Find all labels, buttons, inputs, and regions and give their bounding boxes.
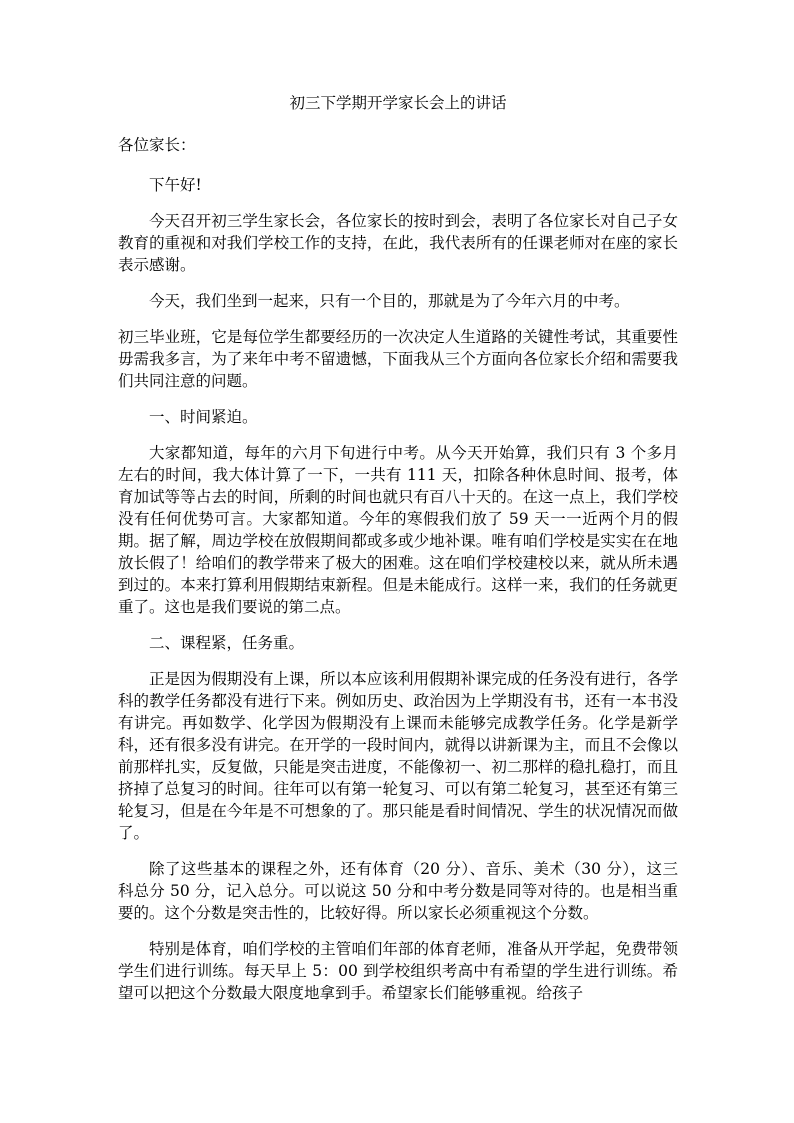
paragraph-purpose: 今天，我们坐到一起来，只有一个目的，那就是为了今年六月的中考。	[149, 292, 630, 310]
salutation: 各位家长：	[118, 136, 196, 154]
paragraph-courses: 正是因为假期没有上课，所以本应该利用假期补课完成的任务没有进行，各学科的教学任务都没有进行下来。例如历史、政治因为上学期没有书，还有一本书没有讲完。再如数学、化学因为假期没有上课而未能够完成教学任务。化学是新学科，还有很多没有讲完。在开学的一段时间内，就得以讲新课为主，而且不会像以前那样扎实，反复做，只能是突击进度，不能像初一、初二那样的稳扎稳打，而且挤掉了总复习的时间。往年可以有第一轮复习、可以有第二轮复习，甚至还有第三轮复习，但是在今年是不可想象的了。那只能是看时间情况、学生的状况情况而做了。	[118, 670, 678, 842]
section-heading-1: 一、时间紧迫。	[149, 408, 258, 426]
paragraph-importance: 初三毕业班，它是每位学生都要经历的一次决定人生道路的关键性考试，其重要性毋需我多言，为了来年中考不留遗憾，下面我从三个方面向各位家长介绍和需要我们共同注意的问题。	[118, 328, 678, 390]
document-page	[118, 88, 678, 1018]
paragraph-pe: 特别是体育，咱们学校的主管咱们年部的体育老师，准备从开学起，免费带领学生们进行训练。每天早上 5：00 到学校组织考高中有希望的学生进行训练。希望可以把这个分数最大限度地拿到手。希望家长们能够重视。给孩子	[118, 940, 678, 1002]
section-heading-2: 二、课程紧，任务重。	[149, 634, 305, 652]
paragraph-greeting: 下午好!	[149, 176, 202, 194]
paragraph-thanks: 今天召开初三学生家长会，各位家长的按时到会，表明了各位家长对自己子女教育的重视和对我们学校工作的支持，在此，我代表所有的任课老师对在座的家长表示感谢。	[118, 212, 678, 274]
paragraph-scores: 除了这些基本的课程之外，还有体育（20 分）、音乐、美术（30 分），这三科总分 50 分，记入总分。可以说这 50 分和中考分数是同等对待的。也是相当重要的。这个分数是突击性的，比较好得。所以家长必须重视这个分数。	[118, 860, 678, 922]
document-title: 初三下学期开学家长会上的讲话	[289, 94, 507, 112]
paragraph-time: 大家都知道，每年的六月下旬进行中考。从今天开始算，我们只有 3 个多月左右的时间，我大体计算了一下，一共有 111 天，扣除各种休息时间、报考，体育加试等等占去的时间，所剩的时间也就只有百八十天的。在这一点上，我们学校没有任何优势可言。大家都知道。今年的寒假我们放了 59 天一一近两个月的假期。据了解，周边学校在放假期间都或多或少地补课。唯有咱们学校是实实在在地放长假了！给咱们的教学带来了极大的困难。这在咱们学校建校以来，就从所未遇到过的。本来打算利用假期结束新程。但是未能成行。这样一来，我们的任务就更重了。这也是我们要说的第二点。	[118, 444, 678, 616]
